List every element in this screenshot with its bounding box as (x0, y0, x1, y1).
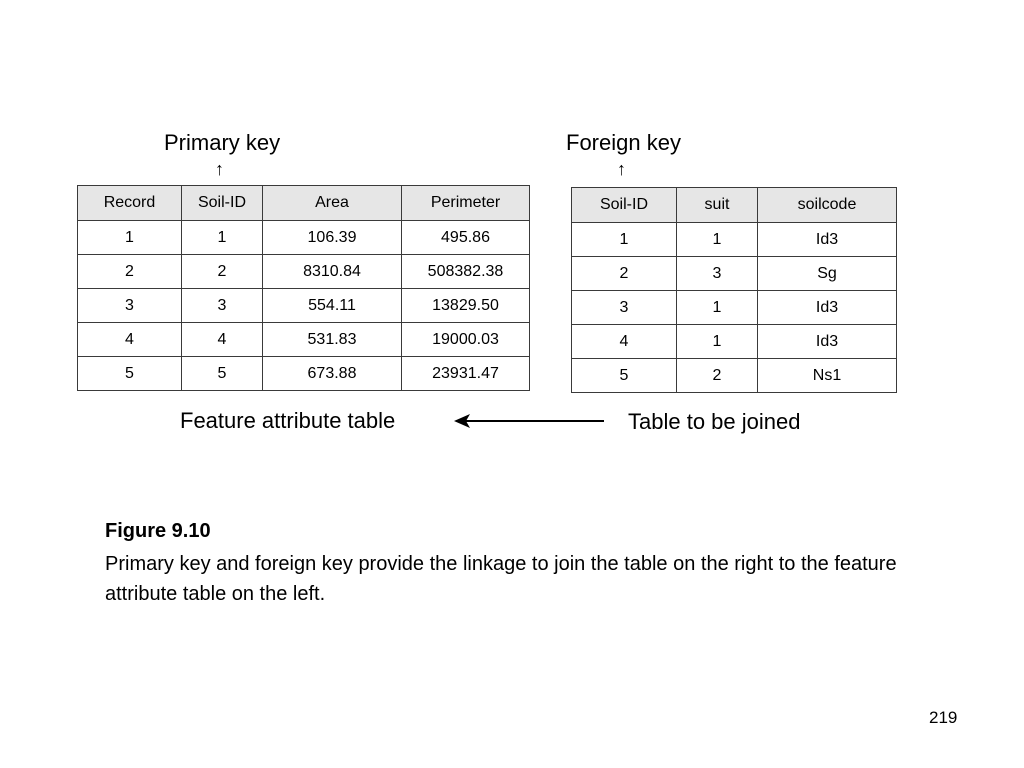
primary-key-label: Primary key (164, 130, 281, 155)
column-header: Perimeter (402, 186, 530, 221)
table-cell: Id3 (758, 325, 897, 359)
table-cell: 1 (677, 291, 758, 325)
column-header: suit (677, 188, 758, 223)
table-cell: 8310.84 (263, 255, 402, 289)
table-cell: Ns1 (758, 359, 897, 393)
table-cell: 531.83 (263, 323, 402, 357)
table-row (78, 289, 530, 323)
table-cell: 106.39 (263, 221, 402, 255)
left-arrow-icon (452, 410, 608, 432)
table-cell: 508382.38 (402, 255, 530, 289)
feature-table-label: Feature attribute table (180, 408, 396, 433)
table-cell: 23931.47 (402, 357, 530, 391)
column-header: Area (263, 186, 402, 221)
table-row (572, 257, 897, 291)
table-row (78, 357, 530, 391)
table-cell: 2 (572, 257, 677, 291)
table-cell: 1 (572, 223, 677, 257)
table-cell: 13829.50 (402, 289, 530, 323)
table-cell: 554.11 (263, 289, 402, 323)
column-header: soilcode (758, 188, 897, 223)
table-cell: 495.86 (402, 221, 530, 255)
table-cell: 4 (572, 325, 677, 359)
table-cell: 1 (677, 223, 758, 257)
column-header: Soil-ID (182, 186, 263, 221)
column-header: Soil-ID (572, 188, 677, 223)
feature-attribute-table (77, 185, 530, 391)
table-cell: 3 (182, 289, 263, 323)
table-cell: Id3 (758, 291, 897, 325)
table-header-row (78, 186, 530, 221)
table-header-row (572, 188, 897, 223)
table-cell: 4 (182, 323, 263, 357)
table-cell: 2 (78, 255, 182, 289)
table-row (78, 323, 530, 357)
table-cell: 5 (78, 357, 182, 391)
table-cell: 1 (677, 325, 758, 359)
table-cell: 2 (677, 359, 758, 393)
page-number: 219 (929, 708, 958, 727)
table-row (572, 325, 897, 359)
table-cell: 1 (182, 221, 263, 255)
table-cell: 3 (677, 257, 758, 291)
table-cell: 2 (182, 255, 263, 289)
table-cell: 3 (572, 291, 677, 325)
table-cell: 673.88 (263, 357, 402, 391)
figure-caption: Primary key and foreign key provide the linkage to join the table on the right to the feature attribute table on the left. (105, 553, 897, 605)
table-row (78, 221, 530, 255)
table-cell: 3 (78, 289, 182, 323)
figure-title: Figure 9.10 (105, 520, 211, 542)
table-row (572, 359, 897, 393)
table-row (78, 255, 530, 289)
table-cell: Sg (758, 257, 897, 291)
table-cell: 1 (78, 221, 182, 255)
up-arrow-icon: ↑ (215, 159, 224, 179)
table-row (572, 291, 897, 325)
up-arrow-icon: ↑ (617, 159, 626, 179)
join-table (571, 187, 897, 393)
column-header: Record (78, 186, 182, 221)
table-cell: 5 (182, 357, 263, 391)
table-cell: 4 (78, 323, 182, 357)
table-cell: 19000.03 (402, 323, 530, 357)
table-cell: Id3 (758, 223, 897, 257)
foreign-key-label: Foreign key (566, 130, 681, 155)
join-table-label: Table to be joined (628, 409, 801, 434)
table-row (572, 223, 897, 257)
table-cell: 5 (572, 359, 677, 393)
